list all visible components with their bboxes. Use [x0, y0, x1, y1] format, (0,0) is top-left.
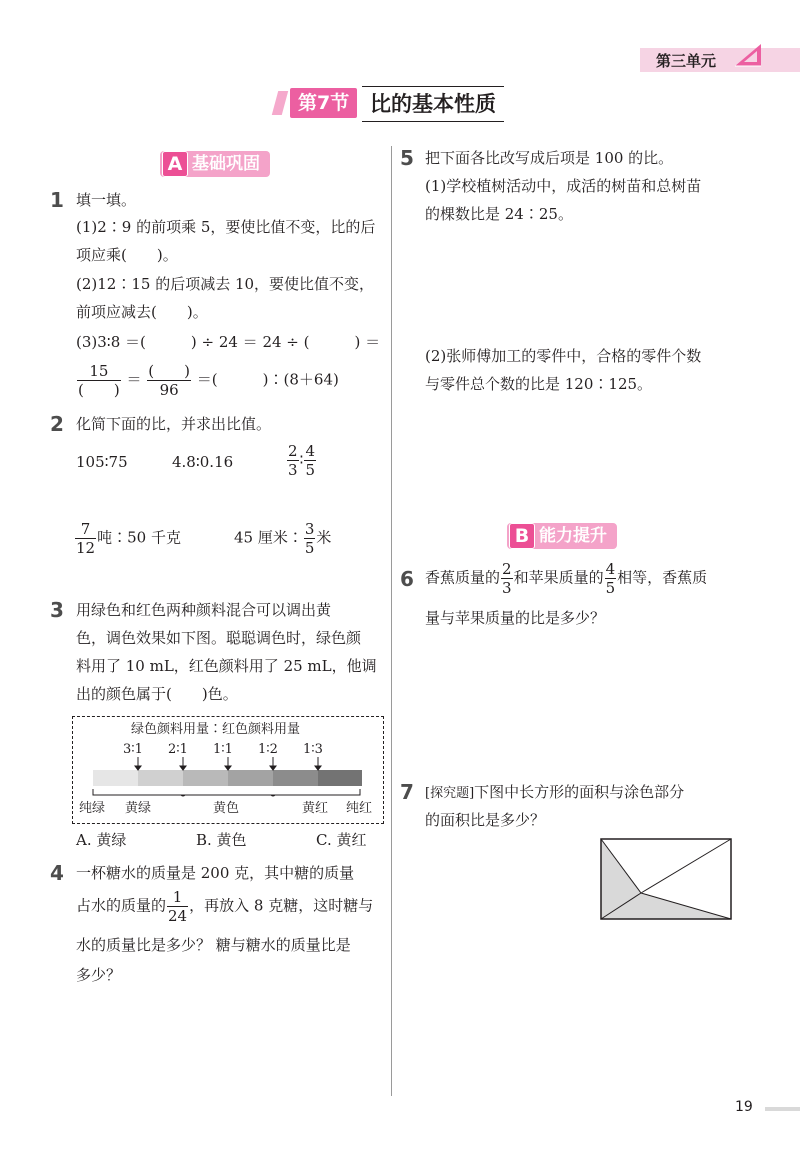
scale-label-1: 黄绿 — [125, 801, 152, 816]
fraction-15: $\frac{15}{( )}$ — [78, 362, 120, 399]
ratio-tick-3: 1∶2 — [258, 742, 278, 757]
page-number: 19 — [735, 1099, 753, 1115]
ratio-tick-4: 1∶3 — [303, 742, 323, 757]
triangle-ruler-icon — [733, 42, 763, 68]
scale-label-4: 纯红 — [346, 801, 373, 816]
exploration-tag: [探究题] — [425, 786, 475, 801]
question-5-part2-line1: (2)张师傅加工的零件中，合格的零件个数 — [425, 347, 702, 365]
question-6-line2: 量与苹果质量的比是多少？ — [425, 609, 606, 627]
option-c: C. 黄红 — [316, 831, 367, 849]
option-a: A. 黄绿 — [76, 831, 127, 849]
question-4-line1: 一杯糖水的质量是 200 克，其中糖的质量 — [76, 864, 355, 882]
scale-label-2: 黄色 — [213, 801, 240, 816]
subsection-a-title: 基础巩固 — [192, 154, 260, 174]
question-2-stem: 化简下面的比，并求出比值。 — [76, 415, 272, 433]
unit-label: 第三单元 — [656, 52, 717, 70]
option-b: B. 黄色 — [196, 831, 247, 849]
question-4-line3: 水的质量比是多少？ 糖与糖水的质量比是 — [76, 936, 351, 954]
question-6-number: 6 — [400, 567, 414, 591]
subsection-b-badge — [507, 523, 617, 549]
question-1-part2-line2: 前项应减去( )。 — [76, 303, 208, 321]
ratio-tick-0: 3∶1 — [123, 742, 143, 757]
ratio-tons-kg: $\frac{7}{12}$ 吨∶50 千克 — [76, 520, 181, 557]
question-1-part2-line1: (2)12∶15 的后项减去 10，要使比值不变， — [76, 275, 375, 293]
ratio-fractions: $\frac{2}{3}$ ∶ $\frac{4}{5}$ — [288, 442, 315, 479]
color-scale-diagram — [72, 716, 384, 824]
question-3-line4: 出的颜色属于( )色。 — [76, 685, 238, 703]
subsection-a-badge — [160, 151, 270, 177]
question-7-line1: [探究题]下图中长方形的面积与涂色部分 — [425, 783, 685, 801]
question-7-number: 7 — [400, 780, 414, 804]
question-5-number: 5 — [400, 146, 414, 170]
question-7-line2: 的面积比是多少？ — [425, 811, 546, 829]
question-1-part3-line2: $\frac{15}{( )}$ ＝ $\frac{( )}{96}$ ＝( )∶(8＋64) — [78, 362, 339, 399]
section-title: 比的基本性质 — [362, 86, 504, 122]
question-1-part1-line1: (1)2∶9 的前项乘 5，要使比值不变，比的后 — [76, 218, 376, 236]
subsection-b-letter: B — [509, 523, 535, 549]
scale-label-3: 黄红 — [302, 801, 329, 816]
section-decoration — [272, 91, 288, 115]
question-4-number: 4 — [50, 861, 64, 885]
section-number-badge: 第7节 — [290, 88, 357, 118]
scale-label-0: 纯绿 — [79, 801, 106, 816]
ratio-tick-2: 1∶1 — [213, 742, 233, 757]
question-4-line4: 多少？ — [76, 966, 122, 984]
question-1-part3-line1: (3)3∶8 ＝( ) ÷ 24 ＝ 24 ÷ ( ) ＝ — [76, 333, 381, 351]
subsection-a-letter: A — [162, 151, 188, 177]
question-4-line2: 占水的质量的 $\frac{1}{24}$ ，再放入 8 克糖，这时糖与 — [76, 888, 374, 925]
question-1-number: 1 — [50, 188, 64, 212]
scale-title: 绿色颜料用量∶红色颜料用量 — [131, 722, 301, 737]
ratio-4.8-0.16: 4.8∶0.16 — [172, 453, 234, 471]
subsection-b-title: 能力提升 — [539, 526, 607, 546]
question-5-part1-line2: 的棵数比是 24∶25。 — [425, 205, 573, 223]
ratio-cm-m: 45 厘米∶ $\frac{3}{5}$ 米 — [234, 520, 332, 557]
ratio-105-75: 105∶75 — [76, 453, 128, 471]
question-5-part1-line1: (1)学校植树活动中，成活的树苗和总树苗 — [425, 177, 702, 195]
column-divider — [391, 146, 392, 1096]
question-3-number: 3 — [50, 598, 64, 622]
ratio-tick-1: 2∶1 — [168, 742, 188, 757]
question-6-line1: 香蕉质量的 $\frac{2}{3}$ 和苹果质量的 $\frac{4}{5}$ 相等，香蕉质 — [425, 560, 708, 597]
question-3-line2: 色，调色效果如下图。聪聪调色时，绿色颜 — [76, 629, 362, 647]
question-1-stem: 填一填。 — [76, 191, 137, 209]
question-3-line3: 料用了 10 mL，红色颜料用了 25 mL，他调 — [76, 657, 377, 675]
question-1-part1-line2: 项应乘( )。 — [76, 246, 178, 264]
question-3-line1: 用绿色和红色两种颜料混合可以调出黄 — [76, 601, 332, 619]
page-number-bar — [765, 1107, 800, 1111]
question-5-part2-line2: 与零件总个数的比是 120∶125。 — [425, 375, 653, 393]
question-5-stem: 把下面各比改写成后项是 100 的比。 — [425, 149, 674, 167]
fraction-over-96: $\frac{( )}{96}$ — [148, 362, 191, 399]
question-2-number: 2 — [50, 412, 64, 436]
rectangle-shaded-figure — [600, 838, 732, 920]
